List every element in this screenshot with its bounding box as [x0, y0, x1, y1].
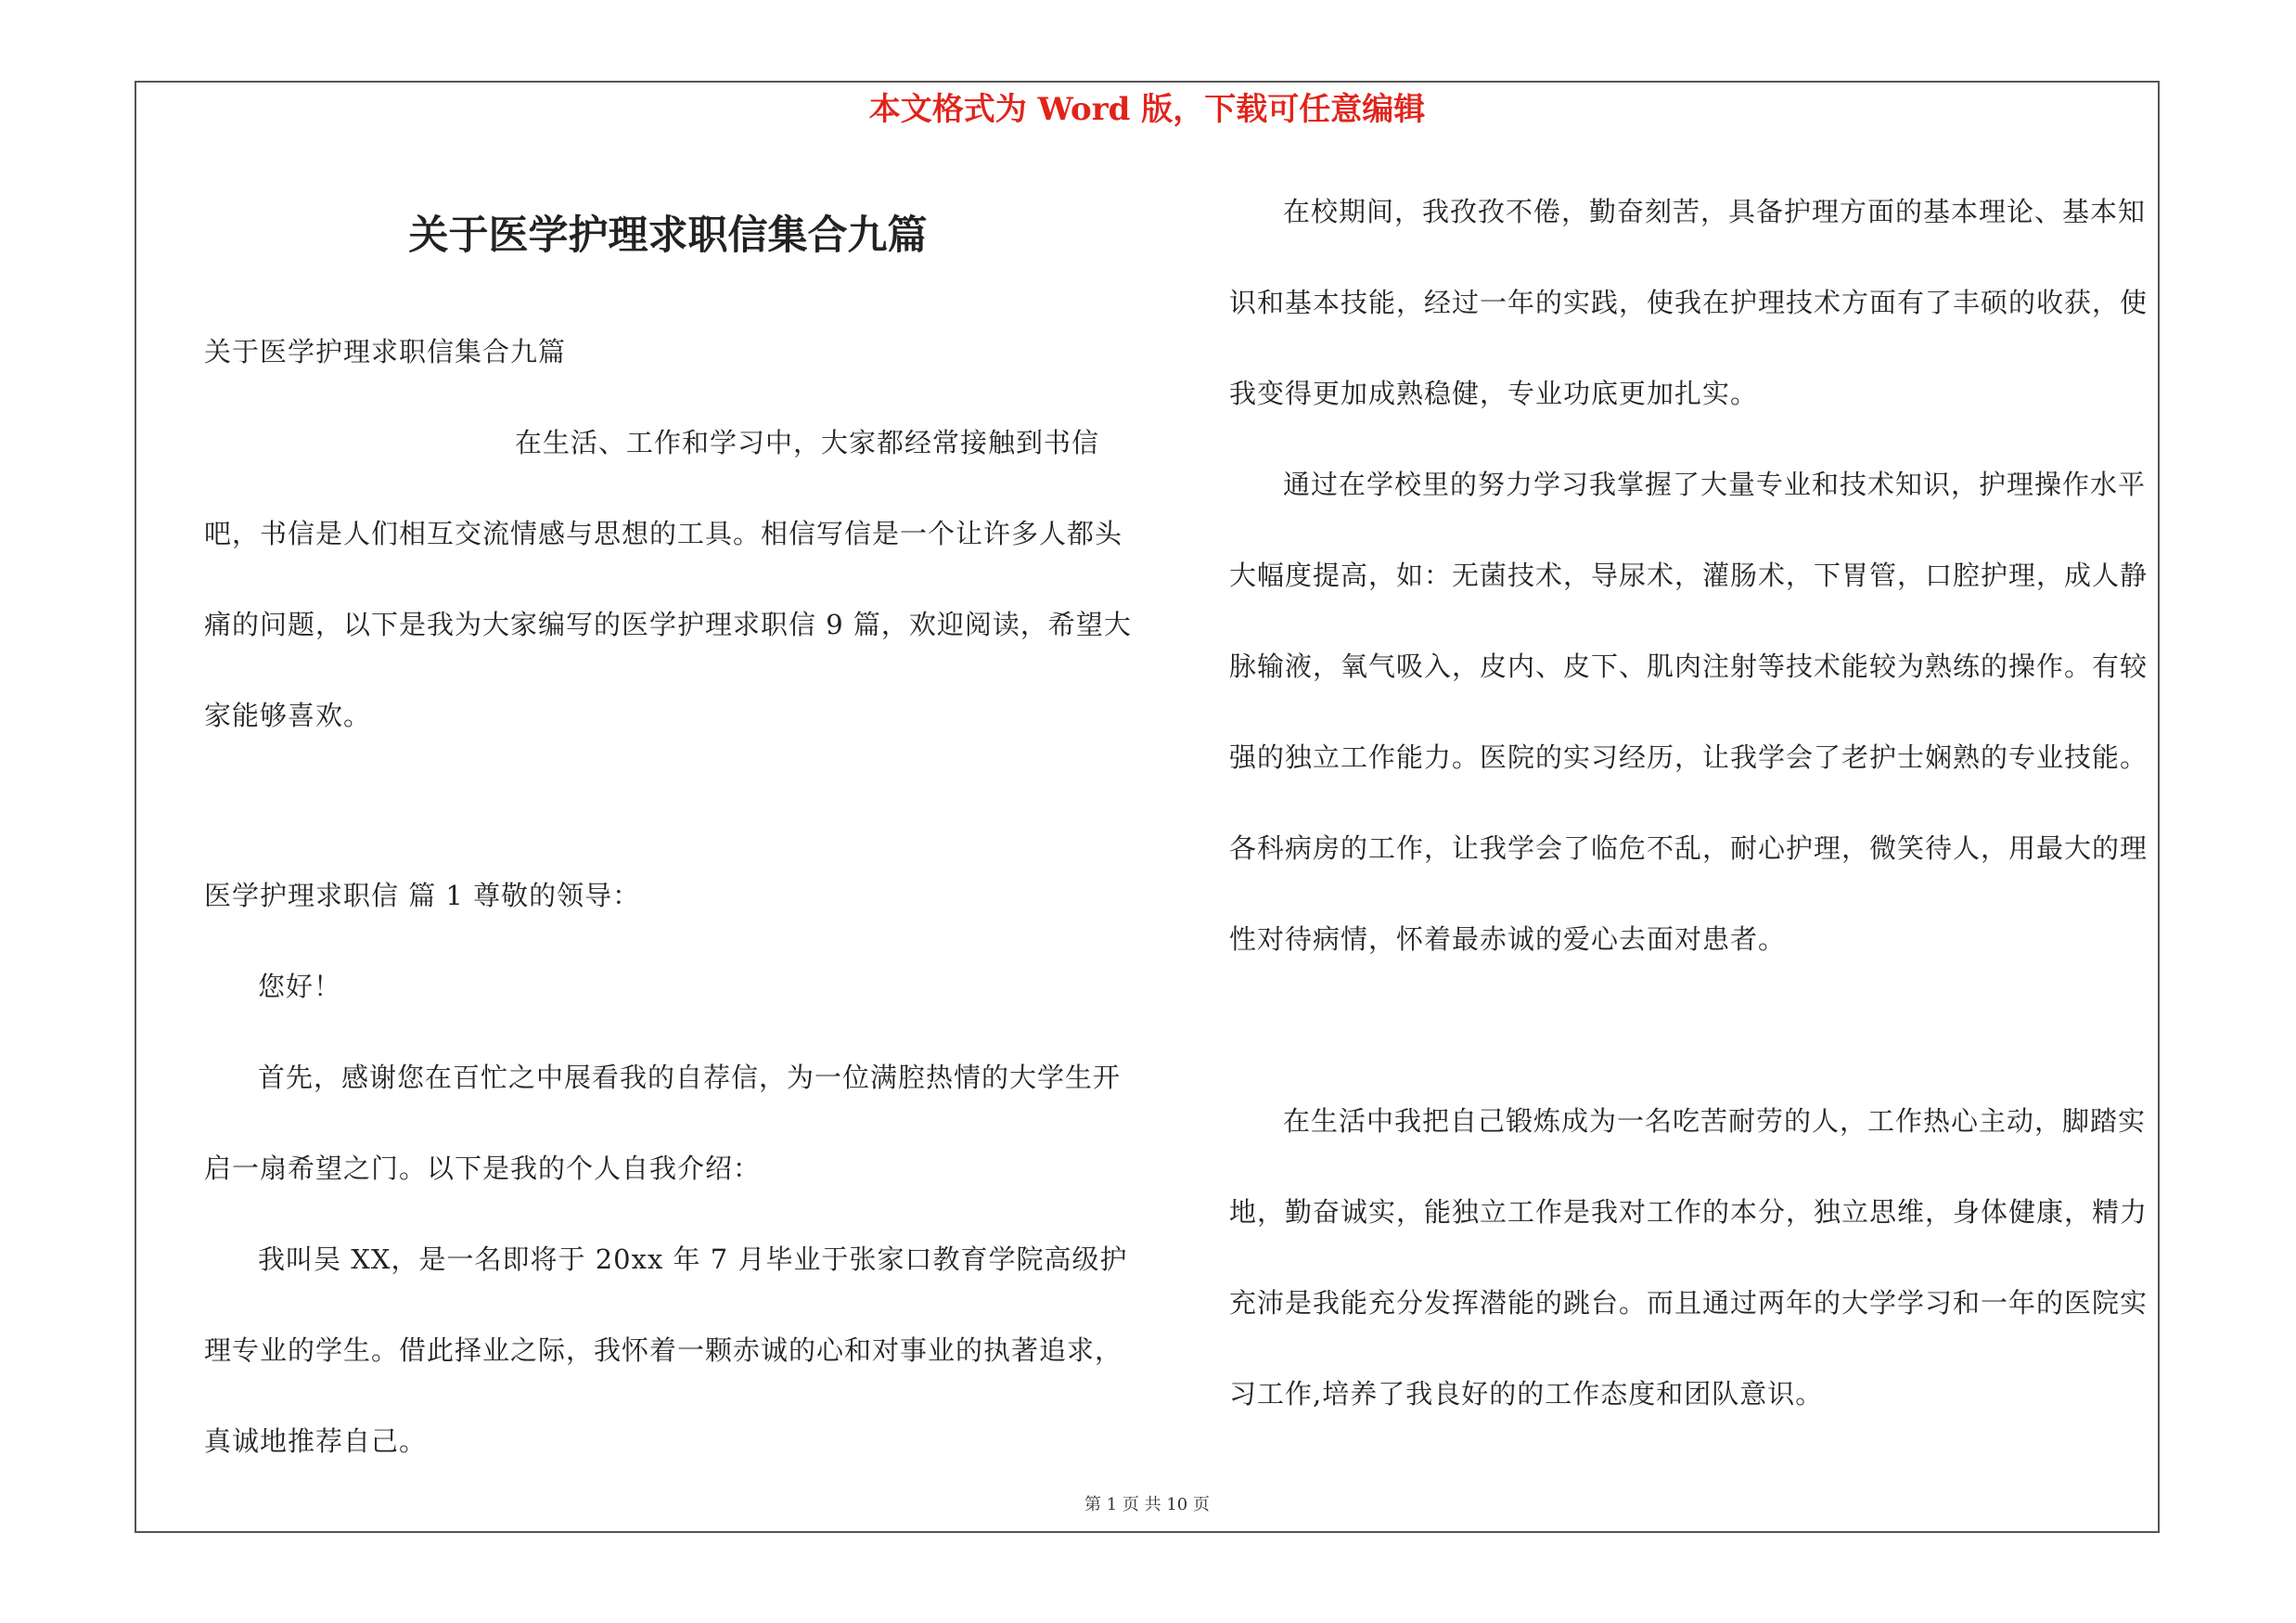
- body-paragraph: 首先，感谢您在百忙之中展看我的自荐信，为一位满腔热情的大学生开启一扇希望之门。以下是我的个人自我介绍：: [204, 1062, 1122, 1184]
- body-paragraph: 通过在学校里的努力学习我掌握了大量专业和技术知识，护理操作水平大幅度提高，如：无菌技术，导尿术，灌肠术，下胃管，口腔护理，成人静脉输液，氧气吸入，皮内、皮下、肌肉注射等技术能较为熟练的操作。有较强的独立工作能力。医院的实习经历，让我学会了老护士娴熟的专业技能。各科病房的工作，让我学会了临危不乱，耐心护理，微笑待人，用最大的理性对待病情，怀着最赤诚的爱心去面对患者。: [1229, 469, 2148, 955]
- format-banner: 本文格式为 Word 版，下载可任意编辑: [868, 91, 1426, 128]
- intro-paragraph: 在生活、工作和学习中，大家都经常接触到书信吧，书信是人们相互交流情感与思想的工具。相信写信是一个让许多人都头痛的问题，以下是我为大家编写的医学护理求职信 9 篇，欢迎阅读，希望大家能够喜欢。: [204, 427, 1132, 731]
- body-paragraph: 在校期间，我孜孜不倦，勤奋刻苦，具备护理方面的基本理论、基本知识和基本技能，经过一年的实践，使我在护理技术方面有了丰硕的收获，使我变得更加成熟稳健，专业功底更加扎实。: [1229, 196, 2148, 409]
- page-number: 第 1 页 共 10 页: [1084, 1495, 1210, 1514]
- section-heading: 医学护理求职信 篇 1 尊敬的领导：: [204, 880, 641, 911]
- body-paragraph: 我叫吴 XX，是一名即将于 20xx 年 7 月毕业于张家口教育学院高级护理专业的学生。借此择业之际，我怀着一颗赤诚的心和对事业的执著追求，真诚地推荐自己。: [204, 1243, 1128, 1457]
- greeting: 您好！: [258, 971, 342, 1002]
- subtitle: 关于医学护理求职信集合九篇: [204, 336, 567, 367]
- body-paragraph: 在生活中我把自己锻炼成为一名吃苦耐劳的人，工作热心主动，脚踏实地，勤奋诚实，能独立工作是我对工作的本分，独立思维，身体健康，精力充沛是我能充分发挥潜能的跳台。而且通过两年的大学学习和一年的医院实习工作,培养了我良好的的工作态度和团队意识。: [1229, 1105, 2148, 1410]
- document-title: 关于医学护理求职信集合九篇: [408, 213, 928, 259]
